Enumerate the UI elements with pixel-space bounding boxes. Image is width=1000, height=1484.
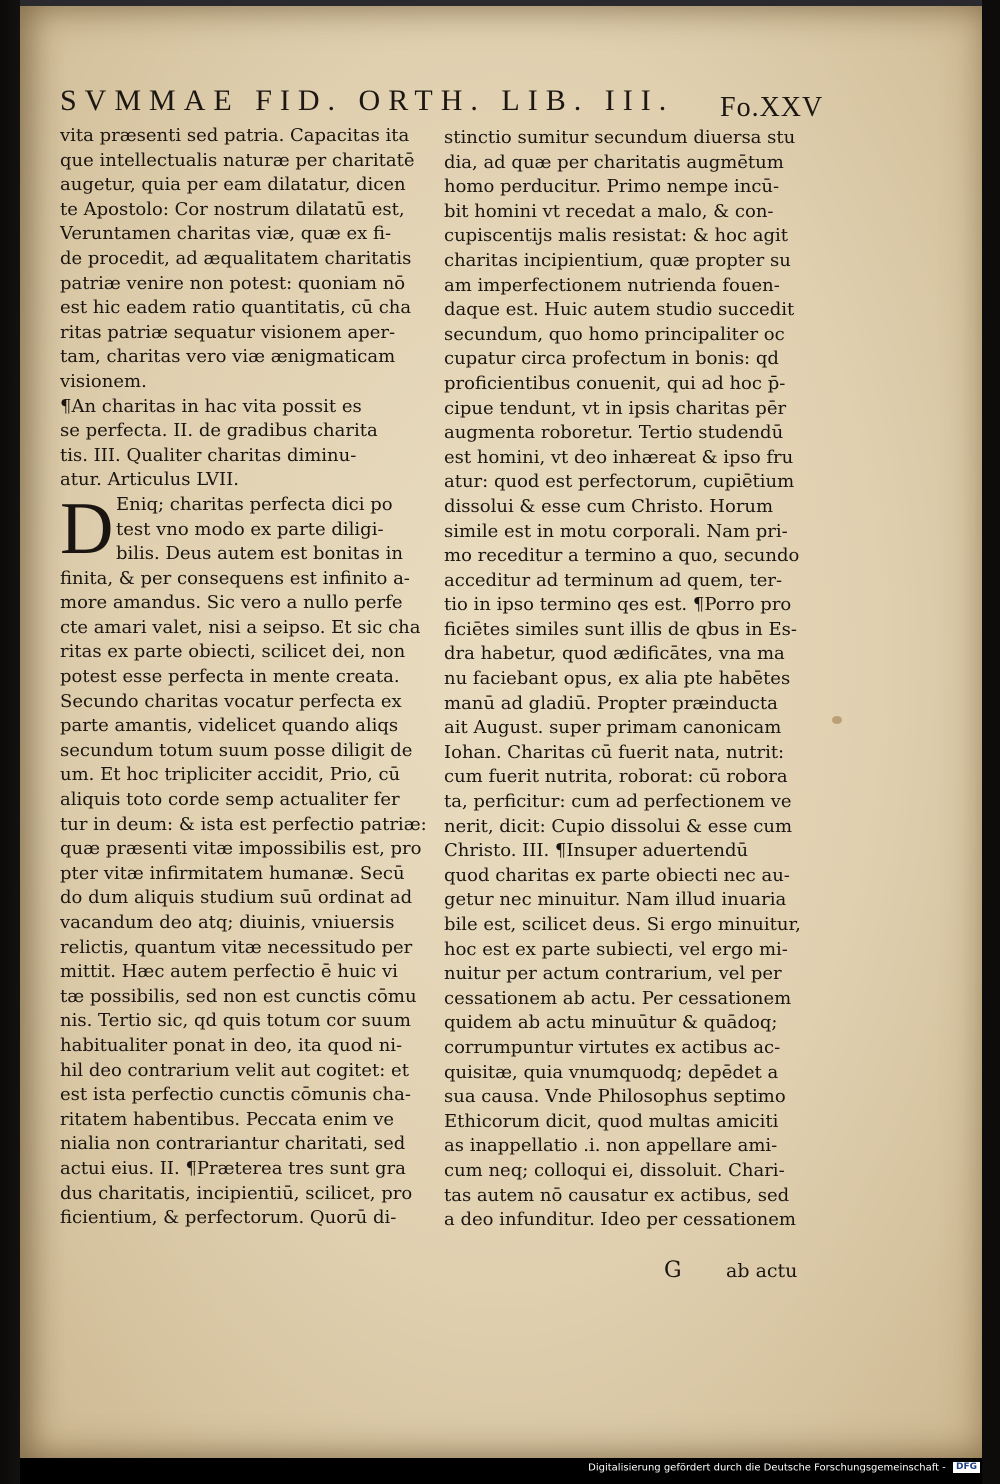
text-line: ait August. super primam canonicam bbox=[444, 717, 782, 739]
text-line: aliquis toto corde semp actualiter fer bbox=[60, 789, 400, 811]
text-line: tas autem nō causatur ex actibus, sed bbox=[444, 1184, 790, 1206]
text-line: nu faciebant opus, ex alia pte habētes bbox=[444, 668, 791, 690]
text-line: ritas patriæ sequatur visionem aper- bbox=[60, 321, 396, 343]
text-line: charitas incipientium, quæ propter su bbox=[444, 249, 791, 271]
text-line: quæ præsenti vitæ impossibilis est, pro bbox=[60, 838, 422, 860]
text-line: vacandum deo atq; diuinis, vniuersis bbox=[60, 912, 395, 933]
paper-stain bbox=[832, 716, 842, 724]
text-line: atur. Articulus LVII. bbox=[60, 469, 239, 491]
signature-mark: G bbox=[664, 1258, 682, 1283]
text-line: augetur, quia per eam dilatatur, dicen bbox=[60, 174, 406, 196]
text-line: bilis. Deus autem est bonitas in bbox=[116, 543, 403, 565]
right-column bbox=[444, 126, 824, 1233]
text-line: tur in deum: & ista est perfectio patriæ: bbox=[60, 813, 427, 835]
text-line: ficiētes similes sunt illis de qbus in Es- bbox=[444, 618, 797, 640]
text-line: am imperfectionem nutrienda fouen- bbox=[444, 274, 780, 296]
credit-text: Digitalisierung gefördert durch die Deutsche Forschungsgemeinschaft - bbox=[588, 1462, 946, 1474]
text-line: est homini, vt deo inhæreat & ipso fru bbox=[444, 446, 794, 468]
text-line: dra habetur, quod ædificātes, vna ma bbox=[444, 643, 785, 665]
text-line: Veruntamen charitas viæ, quæ ex fi- bbox=[60, 223, 392, 245]
text-line: cum fuerit nutrita, roborat: cū robora bbox=[444, 766, 788, 788]
text-line: bile est, scilicet deus. Si ergo minuitur, bbox=[444, 914, 801, 935]
text-line: relictis, quantum vitæ necessitudo per bbox=[60, 936, 413, 958]
text-line: parte amantis, videlicet quando aliqs bbox=[60, 715, 399, 737]
initial-letter: D bbox=[60, 488, 114, 570]
text-line: Christo. III. ¶Insuper aduertendū bbox=[444, 840, 749, 862]
text-line: te Apostolo: Cor nostrum dilatatū est, bbox=[60, 198, 405, 220]
text-line: nialia non contrariantur charitati, sed bbox=[60, 1133, 406, 1155]
text-line: quidem ab actu minuūtur & quādoq; bbox=[444, 1012, 778, 1034]
text-line: pter vitæ infirmitatem humanæ. Secū bbox=[60, 862, 405, 884]
text-line: nuitur per actum contrarium, vel per bbox=[444, 963, 782, 985]
text-line: um. Et hoc tripliciter accidit, Prio, cū bbox=[60, 764, 401, 786]
text-line: potest esse perfecta in mente creata. bbox=[60, 666, 400, 688]
text-line: secundum totum suum posse diligit de bbox=[60, 739, 413, 761]
text-line: nis. Tertio sic, qd quis totum cor suum bbox=[60, 1010, 411, 1032]
text-line: bit homini vt recedat a malo, & con- bbox=[444, 200, 774, 222]
text-line: mittit. Hæc autem perfectio ē huic vi bbox=[60, 961, 398, 983]
text-line: daque est. Huic autem studio succedit bbox=[444, 299, 795, 321]
text-line: manū ad gladiū. Propter præinducta bbox=[444, 692, 778, 714]
text-line: tam, charitas vero viæ ænigmaticam bbox=[60, 346, 396, 368]
text-line: nerit, dicit: Cupio dissolui & esse cum bbox=[444, 815, 793, 837]
folio-number: Fo.XXV bbox=[720, 92, 824, 123]
text-line: hoc est ex parte subiecti, vel ergo mi- bbox=[444, 938, 788, 960]
text-line: cessationem ab actu. Per cessationem bbox=[444, 987, 792, 1009]
text-line: vita præsenti sed patria. Capacitas ita bbox=[60, 125, 410, 146]
text-line: ficientium, & perfectorum. Quorū di- bbox=[60, 1207, 397, 1229]
running-title: SVMMAE FID. ORTH. LIB. III. bbox=[60, 84, 675, 117]
text-line: Eniq; charitas perfecta dici po bbox=[116, 493, 393, 515]
digitization-credit bbox=[560, 1462, 980, 1474]
text-line: tæ possibilis, sed non est cunctis cōmu bbox=[60, 985, 417, 1007]
text-line: Ethicorum dicit, quod multas amiciti bbox=[444, 1110, 779, 1132]
text-line: habitualiter ponat in deo, ita quod ni- bbox=[60, 1034, 403, 1056]
dfg-logo: DFG bbox=[953, 1462, 980, 1473]
text-line: as inappellatio .i. non appellare ami- bbox=[444, 1135, 778, 1157]
text-line: cupatur circa profectum in bonis: qd bbox=[444, 348, 779, 370]
text-line: Secundo charitas vocatur perfecta ex bbox=[60, 690, 402, 712]
text-line: est ista perfectio cunctis cōmunis cha- bbox=[60, 1084, 411, 1106]
text-line: patriæ venire non potest: quoniam nō bbox=[60, 272, 406, 294]
text-line: cupiscentijs malis resistat: & hoc agit bbox=[444, 225, 789, 247]
page-footer bbox=[664, 1258, 834, 1283]
text-line: dia, ad quæ per charitatis augmētum bbox=[444, 151, 784, 173]
text-line: Iohan. Charitas cū fuerit nata, nutrit: bbox=[444, 741, 785, 763]
text-line: homo perducitur. Primo nempe incū- bbox=[444, 176, 780, 198]
text-line: est hic eadem ratio quantitatis, cū cha bbox=[60, 297, 412, 319]
text-line: quod charitas ex parte obiecti nec au- bbox=[444, 864, 790, 886]
text-line: tio in ipso termino qes est. ¶Porro pro bbox=[444, 594, 792, 616]
text-line: cum neq; colloqui ei, dissoluit. Chari- bbox=[444, 1159, 785, 1181]
text-line: hil deo contrarium velit aut cogitet: et bbox=[60, 1059, 409, 1081]
text-line: do dum aliquis studium suū ordinat ad bbox=[60, 887, 413, 909]
text-line: quisitæ, quia vnumquodq; depēdet a bbox=[444, 1061, 779, 1083]
text-line: secundum, quo homo principaliter oc bbox=[444, 323, 785, 345]
text-line: dissolui & esse cum Christo. Horum bbox=[444, 495, 774, 517]
text-line: se perfecta. II. de gradibus charita bbox=[60, 420, 378, 442]
text-line: dus charitatis, incipientiū, scilicet, pro bbox=[60, 1182, 413, 1204]
text-line: sua causa. Vnde Philosophus septimo bbox=[444, 1086, 786, 1108]
text-line: que intellectualis naturæ per charitatē bbox=[60, 149, 415, 171]
text-line: tis. III. Qualiter charitas diminu- bbox=[60, 444, 357, 466]
text-line: mo receditur a termino a quo, secundo bbox=[444, 545, 800, 567]
text-line: corrumpuntur virtutes ex actibus ac- bbox=[444, 1036, 781, 1058]
catchword: ab actu bbox=[726, 1260, 798, 1282]
text-line: ¶An charitas in hac vita possit es bbox=[60, 395, 362, 417]
text-line: actui eius. II. ¶Præterea tres sunt gra bbox=[60, 1157, 406, 1179]
text-line: a deo infunditur. Ideo per cessationem bbox=[444, 1209, 796, 1231]
text-line: acceditur ad terminum ad quem, ter- bbox=[444, 569, 783, 591]
text-line: augmenta roboretur. Tertio studendū bbox=[444, 422, 784, 444]
text-line: simile est in motu corporali. Nam pri- bbox=[444, 520, 788, 542]
text-line: finita, & per consequens est infinito a- bbox=[60, 567, 410, 589]
left-column bbox=[60, 124, 432, 1231]
text-line: ritatem habentibus. Peccata enim ve bbox=[60, 1108, 395, 1130]
text-line: cipue tendunt, vt in ipsis charitas pēr bbox=[444, 397, 787, 419]
text-line: proficientibus conuenit, qui ad hoc p̄- bbox=[444, 372, 786, 394]
text-line: cte amari valet, nisi a seipso. Et sic cha bbox=[60, 616, 421, 638]
text-line: stinctio sumitur secundum diuersa stu bbox=[444, 127, 796, 148]
text-line: ta, perficitur: cum ad perfectionem ve bbox=[444, 791, 792, 813]
text-line: ritas ex parte obiecti, scilicet dei, non bbox=[60, 641, 406, 663]
text-line: de procedit, ad æqualitatem charitatis bbox=[60, 247, 412, 269]
text-line: test vno modo ex parte diligi- bbox=[116, 518, 384, 540]
text-line: atur: quod est perfectorum, cupiētium bbox=[444, 471, 795, 493]
text-line: getur nec minuitur. Nam illud inuaria bbox=[444, 889, 787, 911]
text-line: visionem. bbox=[60, 370, 147, 392]
text-line: more amandus. Sic vero a nullo perfe bbox=[60, 592, 403, 614]
